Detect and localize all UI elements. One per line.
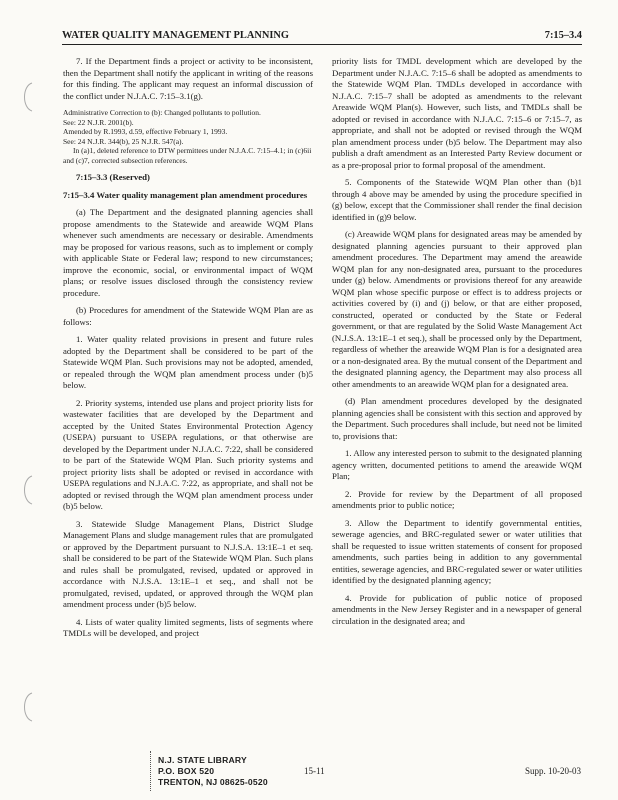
section-heading-3-3: 7:15–3.3 (Reserved) — [76, 172, 150, 182]
running-header — [62, 30, 582, 45]
page-footer — [0, 755, 618, 795]
history-line: Amended by R.1993, d.59, effective February 1, 1993. — [63, 127, 228, 136]
paragraph-b1: 1. Water quality related provisions in present and future rules adopted by the Department shall be considered to be part of the Statewide WQM Plan. Such provisions may not be adopted, amended, or repealed through the WQM plan amendment process under (b)5 below. — [63, 334, 313, 390]
stamp-border — [150, 751, 153, 791]
section-heading-3-4: 7:15–3.4 Water quality management plan amendment procedures — [63, 189, 308, 200]
left-column — [63, 56, 313, 646]
binder-hole-mark — [18, 690, 40, 724]
paragraph-d3: 3. Allow the Department to identify governmental entities, sewerage agencies, and BRC-regulated sewer or water utilities that shall be requested to issue written statements of consent for proposed amendments, such parties being in addition to any governmental entities, sewerage agencies, and BRC-regulated sewer or water utilities identified by the designated planning agency; — [332, 517, 582, 585]
header-section-number: 7:15–3.4 — [544, 30, 582, 41]
paragraph-d1: 1. Allow any interested person to submit to the designated planning agency written, documented petitions to amend the areawide WQM Plan; — [332, 448, 582, 481]
page-number: 15-11 — [304, 766, 325, 776]
binder-hole-mark — [18, 473, 40, 507]
stamp-line: P.O. BOX 520 — [158, 766, 215, 776]
stamp-line: TRENTON, NJ 08625-0520 — [158, 777, 268, 787]
history-notes — [63, 108, 313, 165]
header-title: WATER QUALITY MANAGEMENT PLANNING — [62, 30, 289, 41]
library-stamp — [158, 755, 268, 788]
right-column — [332, 56, 582, 633]
paragraph-d: (d) Plan amendment procedures developed by the designated planning agencies shall be consistent with this section and approved by the Department. Such procedures shall include, but need not be limited to, provisions that: — [332, 396, 582, 441]
paragraph-d4: 4. Provide for publication of public notice of proposed amendments in the New Jersey Register and in a newspaper of general circulation in the designated area; and — [332, 592, 582, 626]
paragraph-b4: 4. Lists of water quality limited segments, lists of segments where TMDLs will be developed, and project — [63, 616, 313, 638]
paragraph-b5: 5. Components of the Statewide WQM Plan other than (b)1 through 4 above may be amended by using the procedure specified in (g) below, except that the Commissioner shall render the final decision identified in (g)9 below. — [332, 177, 582, 222]
paragraph-c: (c) Areawide WQM plans for designated areas may be amended by designated planning agencies pursuant to their approved plan amendment procedures. The Department may amend the areawide WQM plan for any non-designated area, pursuant to the procedures under (g) below. Amendments or provisions thereof for any areawide WQM plan whose specific purpose or effect is to address projects or activities covered by (i) and (j) below, or that are either proposed, constructed, operated or conducted by the State or Federal government, or that are regulated by the Solid Waste Management Act (N.J.S.A. 13:1E–1 et seq.), shall be processed only by the Department, regardless of whether the areawide WQM Plan is for a designated area or a non-designated area. By the mutual consent of the Department and the designated planning agency, the Department may also process all other amendments to an areawide WQM plan for a designated area. — [332, 229, 582, 389]
binder-hole-mark — [18, 80, 40, 114]
paragraph-b: (b) Procedures for amendment of the Statewide WQM Plan are as follows: — [63, 305, 313, 327]
paragraph-b4-continued: priority lists for TMDL development which are developed by the Department under N.J.A.C. 7:15–6 shall be adopted as amendments to the Statewide WQM Plan. TMDLs developed in accordance with N.J.A.C. 7:15–7 shall be adopted as amendments to the relevant Areawide WQM Plan(s). However, such lists, and TMDLs shall be adopted or revised in accordance with N.J.A.C. 7:15–6 or 7:15–7, as appropriate, and shall not be adopted or revised through the WQM plan amendment process under (b)5 below. The Department may also publish a draft amendment as an Interested Party Review document or as a pre-proposal prior to formal proposal of the amendment. — [332, 56, 582, 170]
paragraph-a: (a) The Department and the designated planning agencies shall propose amendments to the Statewide and areawide WQM Plans whenever such amendments are necessary or desirable. Amendments may be proposed for various reasons, such as to implement or comply with applicable State or Federal law; respond to new circumstances; improve the economic, social, or environmental impact of WQM plans; or resolve issues disclosed through the consistency review procedure. — [63, 207, 313, 298]
history-line: See: 22 N.J.R. 2001(b). — [63, 117, 134, 127]
paragraph-b2: 2. Priority systems, intended use plans and project priority lists for wastewater facilities that are developed by the Department and accepted by the United States Environmental Protection Agency (USEPA) pursuant to USEPA regulations, or that otherwise are developed by the Department under N.J.A.C. 7:22, shall be considered to be part of the Statewide WQM Plan. Such priority systems and project priority lists shall be adopted or revised in accordance with USEPA regulations and N.J.A.C. 7:22, as appropriate, and shall not be adopted or revised through the WQM plan amendment process under (b)5 below. — [63, 397, 313, 511]
supplement-date: Supp. 10-20-03 — [525, 766, 581, 776]
paragraph-d2: 2. Provide for review by the Department of all proposed amendments prior to public notice; — [332, 488, 582, 510]
stamp-line: N.J. STATE LIBRARY — [158, 755, 247, 765]
paragraph-b3: 3. Statewide Sludge Management Plans, District Sludge Management Plans and sludge management rules that are promulgated or approved by the Department pursuant to N.J.S.A. 13:1E–1 et seq. shall be considered to be part of the Statewide WQM Plan. Such plans and rules shall be promulgated, revised, updated or approved in accordance with N.J.S.A. 13:1E–1 et seq., and shall not be promulgated, revised, updated, or approved through the WQM plan amendment process under (b)5 below. — [63, 518, 313, 609]
history-line: Administrative Correction to (b): Changed pollutants to pollution. — [63, 108, 261, 117]
history-line: See: 24 N.J.R. 344(b), 25 N.J.R. 547(a). — [63, 136, 184, 146]
paragraph-7: 7. If the Department finds a project or activity to be inconsistent, then the Department shall notify the applicant in writing of the reasons for this finding. The applicant may request an informal discussion of the conflict under N.J.A.C. 7:15–3.1(g). — [63, 56, 313, 101]
history-line: In (a)1, deleted reference to DTW permittees under N.J.A.C. 7:15–4.1; in (c)6ii and (c)7, corrected subsection references. — [63, 146, 312, 165]
